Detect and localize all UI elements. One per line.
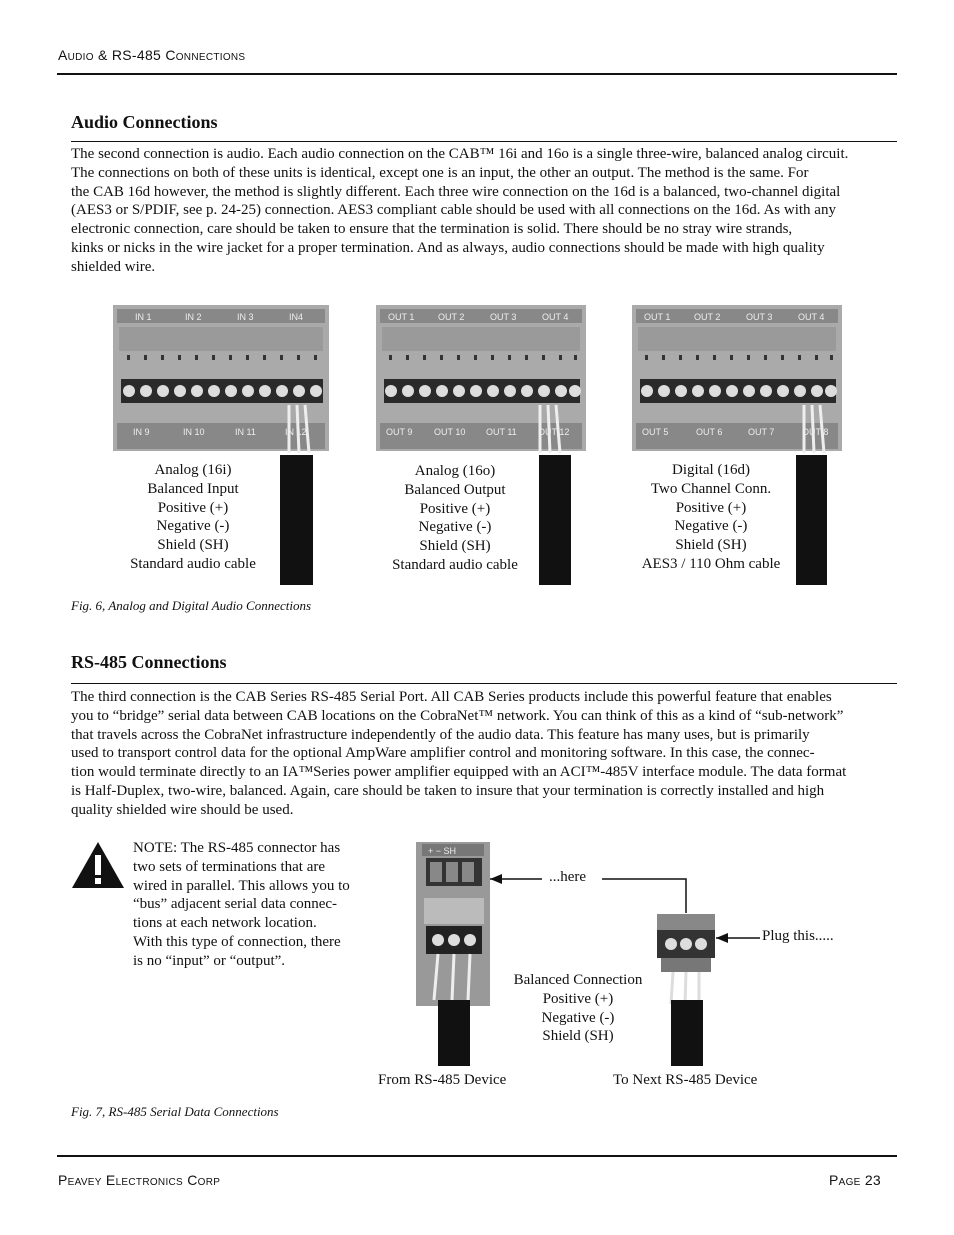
plug-arrow-icon <box>714 930 762 946</box>
warning-icon <box>70 840 126 890</box>
caption-line: Analog (16i) <box>154 462 232 478</box>
audio-line: electronic connection, care should be taken to ensure that the termination is solid. There should be no stray wire strands, <box>71 221 793 238</box>
rs485-line: used to transport control data for the optional AmpWare amplifier control and monitoring software. In this case, the connec- <box>71 745 815 762</box>
caption-line: Positive (+) <box>157 499 229 516</box>
port-label: IN 12 <box>285 427 307 437</box>
here-label: ...here <box>549 869 587 885</box>
port-label: OUT 8 <box>802 427 829 437</box>
note-line: tions at each network location. <box>133 915 317 932</box>
audio-line: kinks or nicks in the wire jacket for a proper termination. And as always, audio connections should be made with high quality <box>71 239 825 256</box>
terminal-label: + − SH <box>428 846 457 856</box>
balanced-connection-caption <box>498 971 658 1046</box>
port-label: OUT 12 <box>538 427 570 437</box>
port-label: OUT 11 <box>486 427 517 437</box>
figure-7-caption: Fig. 7, RS-485 Serial Data Connections <box>71 1104 279 1119</box>
caption-line: Standard audio cable <box>392 556 518 573</box>
caption-line: Positive (+) <box>542 990 614 1007</box>
port-label: IN 10 <box>183 427 205 437</box>
rs485-line: you to “bridge” serial data between CAB locations on the CobraNet™ network. You can think of this as a kind of “sub-network” <box>71 707 844 724</box>
port-label: IN 11 <box>235 427 256 437</box>
note-line: With this type of connection, there <box>133 933 341 950</box>
caption-16i <box>113 461 273 574</box>
rs485-note <box>133 839 350 971</box>
figure-6-caption: Fig. 6, Analog and Digital Audio Connections <box>71 598 312 613</box>
caption-line: Negative (-) <box>418 519 492 536</box>
audio-paragraph <box>71 145 848 277</box>
audio-line: shielded wire. <box>71 258 156 275</box>
to-device-label: To Next RS-485 Device <box>613 1072 758 1088</box>
rs485-heading-rule <box>71 683 897 684</box>
caption-line: Negative (-) <box>541 1009 615 1026</box>
plug-label: Plug this..... <box>762 928 834 944</box>
caption-line: Positive (+) <box>419 500 491 517</box>
caption-line: Shield (SH) <box>675 537 747 554</box>
note-line: is no “input” or “output”. <box>133 952 286 969</box>
port-label: IN4 <box>289 312 304 322</box>
caption-line: Positive (+) <box>675 499 747 516</box>
rs485-port-image <box>414 840 492 1008</box>
port-label: IN 2 <box>185 312 202 322</box>
diagram-arrows <box>488 865 708 950</box>
port-label: OUT 2 <box>438 312 465 322</box>
note-line: “bus” adjacent serial data connec- <box>133 896 338 913</box>
audio-line: The connections on both of these units is identical, except one is an input, the other an output. The method is the same. For <box>71 164 809 181</box>
rs485-line: is Half-Duplex, two-wire, balanced. Again, care should be taken to insure that your termination is correctly installed and high <box>71 782 825 799</box>
caption-line: Standard audio cable <box>130 555 256 572</box>
port-label: IN 9 <box>133 427 150 437</box>
rs485-paragraph <box>71 688 846 820</box>
from-cable <box>438 1000 470 1066</box>
audio-line: the CAB 16d however, the method is slightly different. Each three wire connection on the 16d is a balanced, two-channel digital <box>71 183 841 200</box>
port-label: OUT 6 <box>696 427 723 437</box>
port-label: IN 1 <box>135 312 152 322</box>
cable-16o <box>539 455 571 585</box>
audio-heading: Audio Connections <box>71 112 218 132</box>
note-line: wired in parallel. This allows you to <box>133 877 350 894</box>
port-label: OUT 7 <box>748 427 775 437</box>
caption-line: Shield (SH) <box>419 538 491 555</box>
port-label: OUT 10 <box>434 427 466 437</box>
cable-16i <box>280 455 313 585</box>
cable-16d <box>796 455 827 585</box>
port-label: OUT 3 <box>490 312 517 322</box>
footer-company: Peavey Electronics Corp <box>58 1172 221 1188</box>
to-cable <box>671 1000 703 1066</box>
port-label: OUT 4 <box>542 312 569 322</box>
connector-16i-image <box>113 305 331 453</box>
caption-16o <box>375 462 535 575</box>
rs485-line: tion would terminate directly to an IA™Series power amplifier equipped with an ACI™-485V interface module. The data format <box>71 764 847 781</box>
audio-line: (AES3 or S/PDIF, see p. 24-25) connection. AES3 compliant cable should be used with all connections on the 16d. As with any <box>71 202 836 219</box>
caption-16d <box>630 461 792 574</box>
note-line: two sets of terminations that are <box>133 858 326 875</box>
caption-line: Negative (-) <box>674 518 748 535</box>
port-label: OUT 1 <box>644 312 671 322</box>
caption-line: Analog (16o) <box>414 463 496 479</box>
rs485-line: The third connection is the CAB Series RS-485 Serial Port. All CAB Series products include this powerful feature that enables <box>71 689 832 705</box>
caption-line: Digital (16d) <box>672 462 750 478</box>
rs485-heading: RS-485 Connections <box>71 652 227 672</box>
caption-line: Shield (SH) <box>542 1028 614 1045</box>
port-label: OUT 2 <box>694 312 721 322</box>
header-rule <box>57 73 897 75</box>
page-number: Page 23 <box>829 1172 882 1188</box>
audio-line: The second connection is audio. Each audio connection on the CAB™ 16i and 16o is a single three-wire, balanced analog circuit. <box>71 146 849 162</box>
from-device-label: From RS-485 Device <box>378 1072 507 1088</box>
caption-line: Negative (-) <box>156 518 230 535</box>
footer-rule <box>57 1155 897 1157</box>
connector-16d-image <box>632 305 844 453</box>
port-label: IN 3 <box>237 312 254 322</box>
note-line: NOTE: The RS-485 connector has <box>133 840 341 856</box>
port-label: OUT 5 <box>642 427 669 437</box>
port-label: OUT 4 <box>798 312 825 322</box>
port-label: OUT 9 <box>386 427 413 437</box>
port-label: OUT 3 <box>746 312 773 322</box>
caption-line: Balanced Connection <box>513 972 643 988</box>
caption-line: Shield (SH) <box>157 537 229 554</box>
connector-16o-image <box>376 305 588 453</box>
caption-line: AES3 / 110 Ohm cable <box>641 555 781 572</box>
rs485-line: that travels across the CobraNet infrastructure independently of the audio data. This feature has many uses, but is primarily <box>71 726 810 743</box>
audio-heading-rule <box>71 141 897 142</box>
rs485-line: quality shielded wire should be used. <box>71 801 294 818</box>
running-header: Audio & RS-485 Connections <box>58 47 246 63</box>
port-label: OUT 1 <box>388 312 415 322</box>
caption-line: Balanced Output <box>404 481 506 498</box>
caption-line: Balanced Input <box>147 480 239 497</box>
caption-line: Two Channel Conn. <box>650 480 772 497</box>
